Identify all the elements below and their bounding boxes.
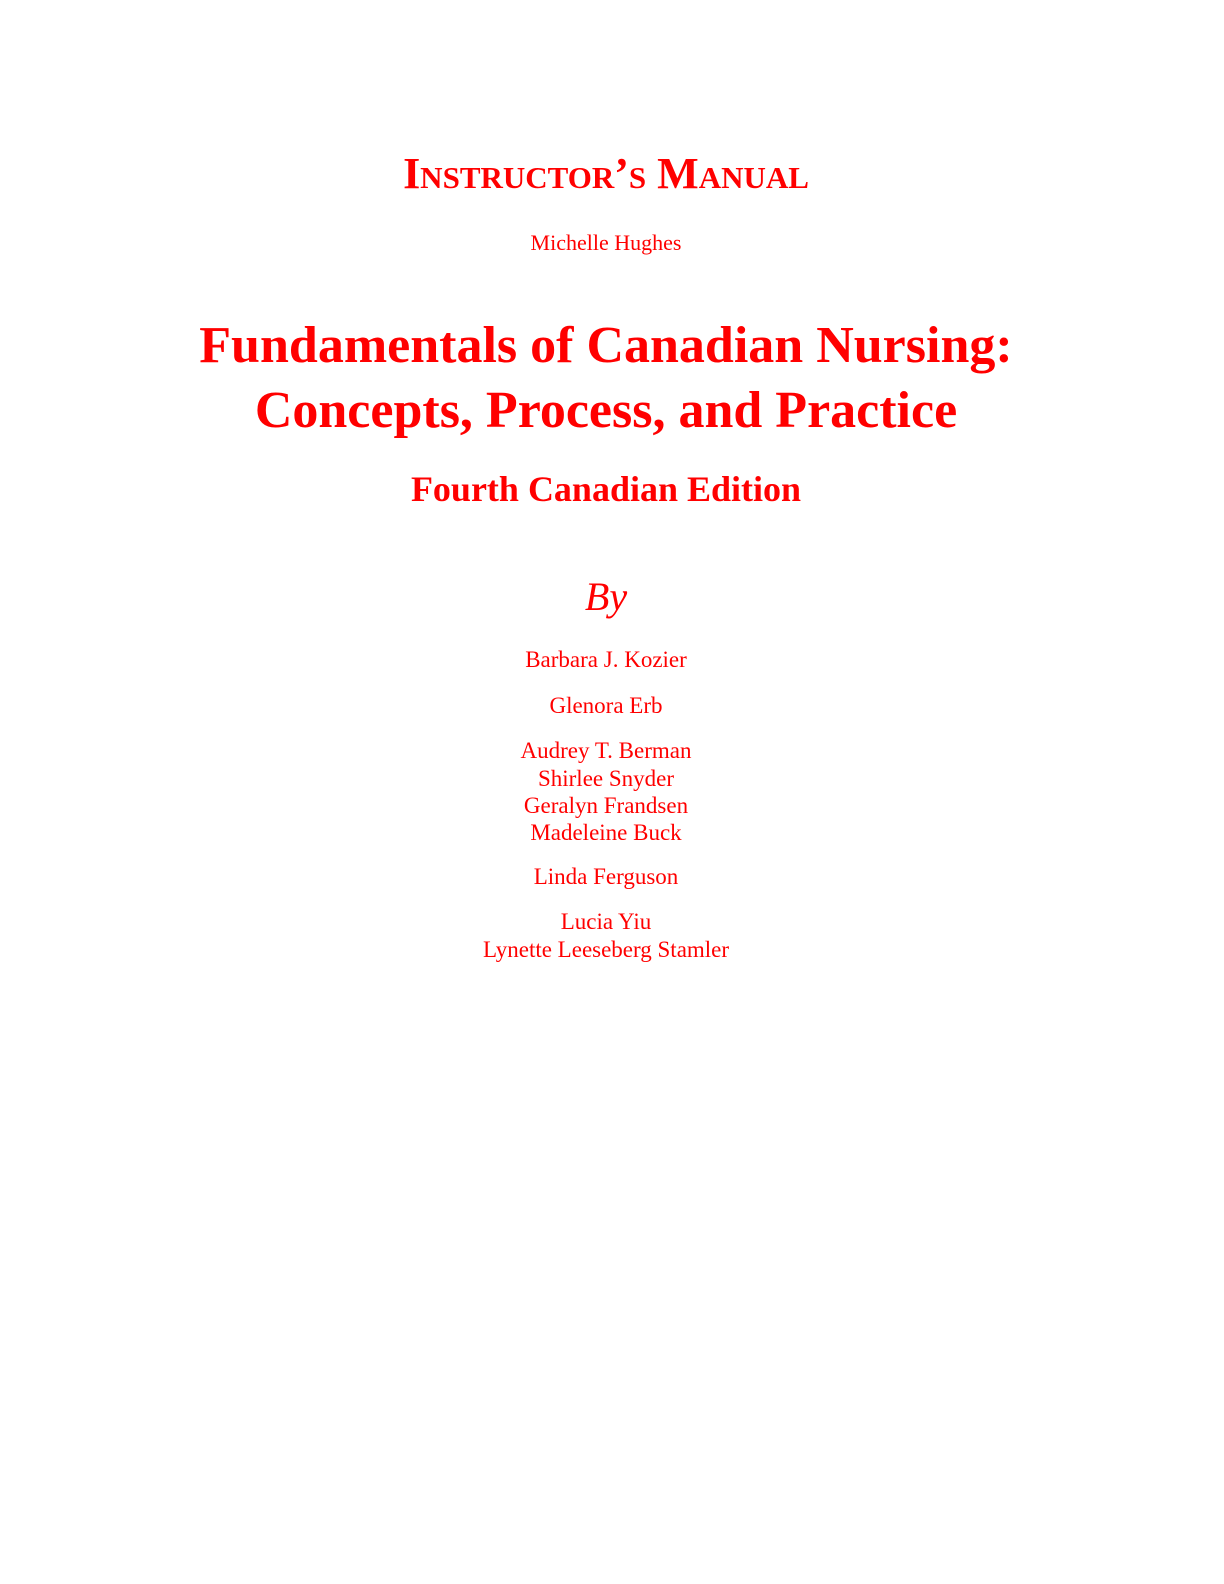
manual-title: Instructor’s Manual bbox=[403, 149, 809, 198]
byline: By bbox=[584, 574, 628, 619]
author-name: Audrey T. Berman bbox=[520, 738, 692, 763]
manual-author: Michelle Hughes bbox=[530, 230, 682, 255]
book-title-line-1: Fundamentals of Canadian Nursing: bbox=[199, 317, 1013, 374]
edition-label: Fourth Canadian Edition bbox=[410, 469, 802, 509]
author-name: Shirlee Snyder bbox=[537, 766, 675, 791]
author-name: Madeleine Buck bbox=[530, 820, 682, 845]
author-name: Linda Ferguson bbox=[533, 864, 679, 889]
author-name: Glenora Erb bbox=[549, 693, 663, 718]
author-name: Geralyn Frandsen bbox=[523, 793, 689, 818]
author-name: Lynette Leeseberg Stamler bbox=[482, 937, 730, 962]
author-name: Barbara J. Kozier bbox=[525, 647, 687, 672]
book-title-line-2: Concepts, Process, and Practice bbox=[254, 382, 958, 439]
author-name: Lucia Yiu bbox=[560, 909, 652, 934]
